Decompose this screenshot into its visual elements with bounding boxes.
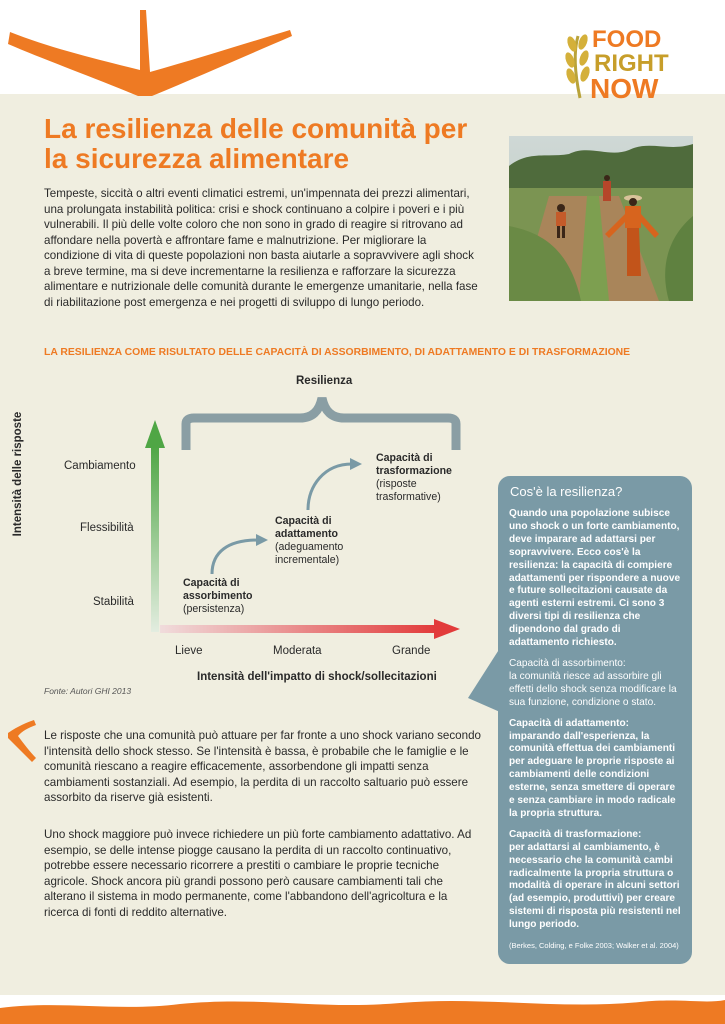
callout-item-trasformazione	[509, 829, 681, 932]
stage-trasformazione-title: Capacità di trasformazione	[376, 452, 452, 477]
stage-assorbimento-detail: (persistenza)	[183, 603, 245, 615]
body-paragraph-1: Le risposte che una comunità può attuare per far fronte a uno shock variano secondo l'intensità dello shock stesso. Se l'intensità è bassa, è probabile che le famiglie e le comunità riescano a reagire efficacemente, assorbendone gli impatti senza cambiamenti sostanziali. Ad esempio, la perdita di un raccolto saltuario può essere assorbito da riserve già esistenti.	[44, 729, 481, 804]
callout-item-trasformazione-label: Capacità di trasformazione:	[509, 828, 642, 840]
stage-adattamento-title: Capacità di adattamento	[275, 515, 338, 540]
callout-item-assorbimento-text: la comunità riesce ad assorbire gli effetti dello shock senza modificare la sua funzione, condizione o stato.	[509, 670, 677, 708]
x-axis-title: Intensità dell'impatto di shock/sollecitazioni	[197, 671, 437, 683]
callout-item-adattamento	[509, 718, 681, 821]
callout-item-assorbimento	[509, 658, 681, 710]
stage-adattamento-detail: (adeguamento incrementale)	[275, 541, 344, 566]
y-axis-title: Intensità delle risposte	[12, 411, 24, 537]
resilienza-label: Resilienza	[296, 375, 353, 387]
callout-title: Cos'è la resilienza?	[510, 484, 623, 499]
page-title: La resilienza delle comunità per la sicurezza alimentare	[44, 113, 468, 174]
callout-intro: Quando una popolazione subisce uno shock o un forte cambiamento, deve imparare ad adattarsi per sopravvivere. Ecco cos'è la resilienza: la capacità di compiere adattamenti per rispondere a nuove e future sollecitazioni causate da agenti esterni estremi. Ci sono 3 diversi tipi di resilienza che dipendono dal grado di adattamento richiesto.	[509, 508, 681, 649]
diagram-heading: LA RESILIENZA COME RISULTATO DELLE CAPACITÀ DI ASSORBIMENTO, DI ADATTAMENTO E DI TRASFORMAZIONE	[44, 347, 631, 358]
x-level-moderata: Moderata	[273, 645, 322, 657]
body-paragraph-2: Uno shock maggiore può invece richiedere un più forte cambiamento adattativo. Ad esempio, se delle intense piogge causano la perdita di un raccolto continuativo, potrebbe essere necessario ricorrere a prestiti o cambiare le proprie tecniche agricole. Shock ancora più grandi possono però causare cambiamenti tali che alterano il sistema in modo permanente, come l'abbandono dell'agricoltura e la ricerca di fonti di reddito alternative.	[44, 828, 472, 919]
diagram-source: Fonte: Autori GHI 2013	[44, 686, 132, 696]
resilience-callout-box	[498, 476, 692, 964]
callout-reference: (Berkes, Colding, e Folke 2003; Walker et al. 2004)	[509, 941, 679, 951]
callout-item-adattamento-label: Capacità di adattamento:	[509, 717, 630, 729]
intro-paragraph: Tempeste, siccità o altri eventi climatici estremi, un'impennata dei prezzi alimentari, una prolungata instabilità politica: crisi e shock continuano a colpire i poveri e i più vulnerabili. Il più delle volte coloro che non sono in grado di reagire si ritrovano ad affondare nella povertà e affrontare fame e malnutrizione. Per migliorare la condizione di vita di queste popolazioni non basta aiutarle a sopravvivere agli shock a breve termine, ma si deve incrementarne la resilienza e rafforzare la sicurezza alimentare e nutrizionale delle comunità durante le emergenze umanitarie, nella fase di riabilitazione post emergenza e nei progetti di sviluppo di lungo periodo.	[44, 187, 478, 309]
callout-item-assorbimento-label: Capacità di assorbimento:	[509, 657, 626, 669]
logo-now: NOW	[590, 73, 659, 104]
x-level-grande: Grande	[392, 645, 431, 657]
logo-right: RIGHT	[594, 50, 669, 77]
logo-food: FOOD	[592, 26, 662, 53]
stage-assorbimento-title: Capacità di assorbimento	[183, 577, 253, 602]
stage-trasformazione-detail: (risposte trasformative)	[376, 478, 441, 503]
callout-item-adattamento-text: imparando dall'esperienza, la comunità effettua dei cambiamenti per adeguare le proprie risposte ai cambiamenti delle condizioni esterne, senza smettere di operare e senza cambiare in modo radicale la propria struttura.	[509, 730, 676, 819]
y-level-flessibilita: Flessibilità	[80, 522, 134, 534]
x-level-lieve: Lieve	[175, 645, 203, 657]
y-level-stabilita: Stabilità	[93, 596, 134, 608]
y-level-cambiamento: Cambiamento	[64, 460, 136, 472]
callout-item-trasformazione-text: per adattarsi al cambiamento, è necessario che la comunità cambi radicalmente la propria struttura o modalità di operare in alcuni settori (ad esempio, produttivi) per creare sistemi di risposta più resistenti nel lungo periodo.	[509, 841, 681, 931]
callout-body	[509, 508, 681, 961]
